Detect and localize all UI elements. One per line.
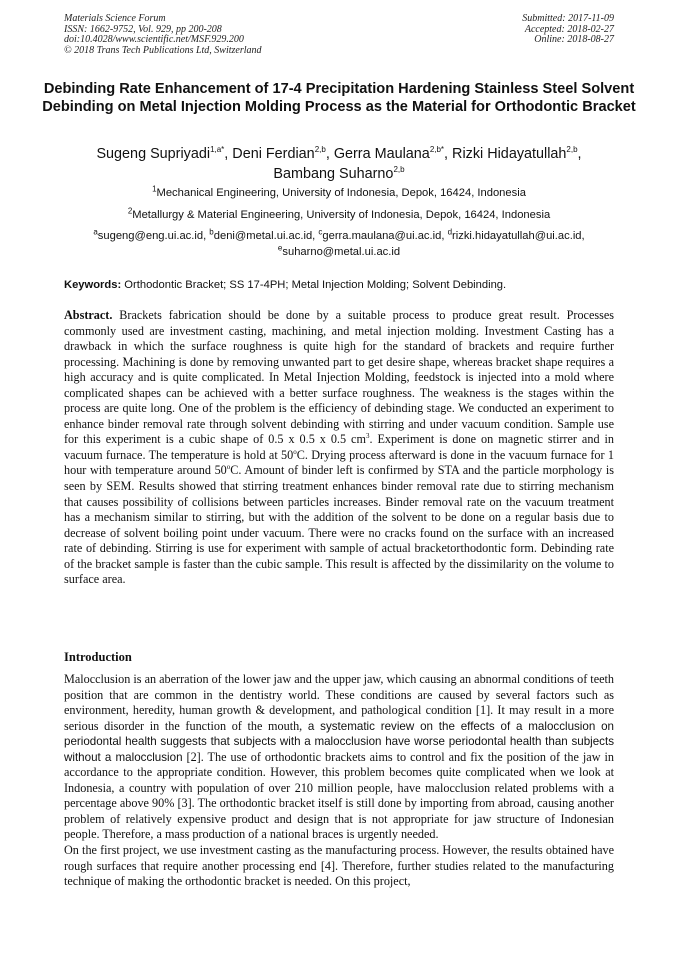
- accepted-date: Accepted: 2018-02-27: [524, 23, 614, 35]
- journal-name: Materials Science Forum: [64, 13, 166, 24]
- journal-header-left: [64, 14, 262, 56]
- online-date: Online: 2018-08-27: [534, 34, 614, 46]
- author: Gerra Maulana$^{2,b*}$: [333, 145, 445, 162]
- email: $^c$gerra.maulana@ui.ac.id,: [318, 227, 448, 242]
- abstract-label: Abstract.: [64, 308, 113, 322]
- author-emails: [40, 229, 638, 260]
- email: $^d$rizki.hidayatullah@ui.ac.id,: [447, 227, 585, 242]
- email: $^b$deni@metal.ui.ac.id,: [209, 227, 319, 242]
- doi-line: doi:10.4028/www.scientific.net/MSF.929.200: [64, 34, 244, 46]
- author: Rizki Hidayatullah$^{2,b}$: [452, 145, 578, 162]
- paragraph: On the first project, we use investment casting as the manufacturing process. However, the results obtained have rough surfaces that require another processing end [4]. Therefore, further studies related to the manufacturing technique of making the orthodontic bracket is needed. On this project,: [64, 843, 614, 889]
- submitted-date: Submitted: 2017-11-09: [522, 13, 614, 24]
- author: Bambang Suharno$^{2,b}$: [273, 165, 405, 182]
- paper-title: Debinding Rate Enhancement of 17-4 Precipitation Hardening Stainless Steel Solvent Debinding on Metal Injection Molding Process as the Material for Orthodontic Bracket: [42, 81, 636, 116]
- keywords-text: Orthodontic Bracket; SS 17-4PH; Metal Injection Molding; Solvent Debinding.: [121, 279, 507, 291]
- keywords: [64, 278, 624, 292]
- issn-line: ISSN: 1662-9752, Vol. 929, pp 200-208: [64, 23, 222, 35]
- paragraph: Malocclusion is an aberration of the lower jaw and the upper jaw, which causing an abnormal conditions of teeth position that are common in the dentistry world. These conditions are caused by several factors such as environment, heredity, human growth & development, and pathological condition [1]. It may result in a more serious disorder in the function of the mouth, a systematic review on the effects of a malocclusion on periodontal health suggests that subjects with a malocclusion have worse periodontal health than subjects without a malocclusion [2]. The use of orthodontic brackets aims to control and fix the position of the jaw in accordance to the appropriate condition. However, this problem becomes quite complicated when we look at Indonesia, a country with population of over 210 million people, have malocclusion related problems with a percentage above 90% [3]. The orthodontic bracket itself is still done by importing from abroad, causing another problem of relatively expensive product and design that is not appropriate for jaw structure of Indonesian people. Therefore, a mass production of a national braces is urgently needed.: [64, 672, 614, 842]
- author-list: Sugeng Supriyadi$^{1,a*}$, Deni Ferdian$^{2,b}$, Gerra Maulana$^{2,b*}$, Rizki Hidayatullah$^{2,b}$, Bambang Suharno$^{2,b}$: [96, 145, 582, 182]
- author: Sugeng Supriyadi$^{1,a*}$: [96, 145, 225, 162]
- copyright-line: © 2018 Trans Tech Publications Ltd, Switzerland: [64, 44, 262, 56]
- journal-header-right: [522, 14, 614, 46]
- email: $^e$suharno@metal.ui.ac.id: [277, 242, 401, 258]
- abstract: Abstract. Brackets fabrication should be done by a suitable process to produce great result. Processes commonly used are investment casting, machining, and metal injection molding. Investment Casting has a drawback in which the surface roughness is quite high for the standard of brackets and require further processing. Machining is done by removing unwanted part to get desire shape, whereas bracket shape requires a high accuracy and is quite complicated. In Metal Injection Molding, feedstock is injected into a mold where complicated shapes can be achieved with a better surface roughness. The weakness is the stages within the process are quite long. One of the problem is the efficiency of debinding stage. We conducted an experiment to enhance binder removal rate through solvent debinding with stirring and under vacuum condition. Sample use for this experiment is a cubic shape of 0.5 x 0.5 x 0.5 $cm^3$. Experiment is done on magnetic stirrer and in vacuum furnace. The temperature is hold at 50$^o$C. Drying process afterward is done in the vacuum furnace for 1 hour with temperature around 50$^o$C. Amount of binder left is confirmed by STA and the particle morphology is seen by SEM. Results showed that stirring treatment enhances binder removal rate due to stirring mechanism that causes possibility of collisions between particles increases. Binder removal rate on the vacuum treatment has a mechanism similar to stirring, but with the addition of the solvent to be done on a regular basis due to decrease of solvent boiling point under vacuum. There were no cracks found on the surface with an increased rate of debinding. Stirring is use for experiment with sample of actual bracketorthodontic form. Debinding rate of the bracket sample is faster than the cubic sample. This result is affected by the dissimilarity on the volume to surface area.: [64, 308, 614, 587]
- introduction-body: [64, 672, 614, 890]
- email: $^a$sugeng@eng.ui.ac.id,: [93, 227, 210, 242]
- author: Deni Ferdian$^{2,b}$: [232, 145, 326, 162]
- affiliation-1: $^1$Mechanical Engineering, University of Indonesia, Depok, 16424, Indonesia: [152, 184, 526, 199]
- keywords-label: Keywords:: [64, 279, 122, 291]
- section-heading-introduction: Introduction: [64, 650, 132, 664]
- affiliation-2: $^2$Metallurgy & Material Engineering, University of Indonesia, Depok, 16424, Indonesia: [127, 206, 551, 221]
